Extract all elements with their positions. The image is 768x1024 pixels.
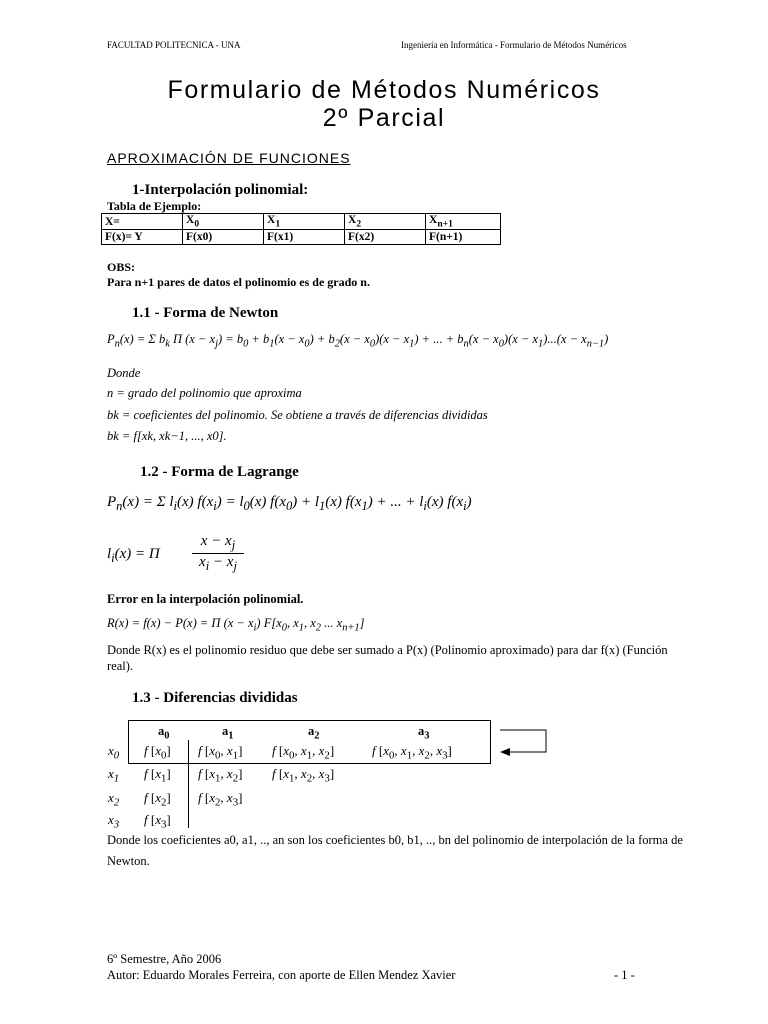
row-label-x0: $x_0$ [108,743,120,762]
heading-newton: 1.1 - Forma de Newton [132,305,279,321]
header-right: Ingeniería en Informática - Formulario de Métodos Numéricos [401,40,627,50]
donde-label: Donde [107,366,141,380]
error-heading: Error en la interpolación polinomial. [107,592,304,606]
table-cell: $X_2$ [345,214,426,230]
col-header-a0: $a_0$ [158,724,170,742]
table-cell: F(x2) [345,230,426,245]
fraction-denominator: $x_i - x_j$ [192,553,244,574]
fraction-numerator: $x - x_j$ [200,533,236,552]
closing-text: Donde los coeficientes a0, a1, .., an son los coeficientes b0, b1, .., bn del polinomio de interpolación de la forma de Newton. [107,833,683,868]
cell-x0-a0: f $[x_0]$ [144,743,171,762]
cell-x0-a2: f [$x_0$, $x_1$, $x_2$] [272,743,335,762]
table-cell: $X_1$ [264,214,345,230]
column-divider [188,740,189,828]
lagrange-fraction [192,533,244,574]
table-cell: F(x1) [264,230,345,245]
heading-interpolacion: 1-Interpolación polinomial: [132,182,309,198]
heading-diferencias: 1.3 - Diferencias divididas [132,690,298,706]
table-cell: $X_{n+1}$ [426,214,501,230]
page-number: - 1 - [614,968,635,982]
row-label-x2: $x_2$ [108,790,120,809]
cell-x0-a1: f [$x_0$, $x_1$] [198,743,243,762]
newton-formula: $P_n(x) = \Sigma$ $b_k$ Π $(x - x_j) = b_0 + b_1(x - x_0) + b_2(x - x_0)(x - x_1)$ + ... + $b_n(x - x_0)(x - x_1)...(x - x_{n-1})$ [107,332,609,350]
arrow-icon [496,722,556,758]
table-cell: $X_0$ [183,214,264,230]
cell-x2-a0: f $[x_2]$ [144,790,171,809]
lagrange-formula: $P_n(x) = \Sigma$ $l_i(x) f(x_i) = l_0(x) f(x_0) + l_1(x) f(x_1)$ + ... + $l_i(x)$ $f(x_i)$ [107,494,472,513]
footer-semester: 6º Semestre, Año 2006 [107,952,222,966]
page-title: Formulario de Métodos Numéricos [167,76,601,104]
error-formula: R(x) = f(x) − P(x) = Π $(x - x_i)$ $F[x_0$, $x_1$, $x_2$ ... $x_{n+1}$] [107,616,365,634]
cell-x3-a0: f $[x_3]$ [144,812,171,831]
cell-x1-a2: f [$x_1$, $x_2$, $x_3$] [272,766,335,785]
error-description: Donde R(x) es el polinomio residuo que debe ser sumado a P(x) (Polinomio aproximado) para dar f(x) (Función real). [107,643,668,673]
obs-text: Para n+1 pares de datos el polinomio es de grado n. [107,275,370,289]
cell-x2-a1: f [$x_2$, $x_3$] [198,790,243,809]
table-cell: F(x0) [183,230,264,245]
row-label-x1: $x_1$ [108,766,120,785]
header-left: FACULTAD POLITECNICA - UNA [107,40,241,50]
heading-lagrange: 1.2 - Forma de Lagrange [140,464,299,480]
table-cell: F(n+1) [426,230,501,245]
col-header-a3: $a_3$ [418,724,430,742]
table-cell: X= [102,214,183,230]
example-table [101,213,501,245]
cell-x1-a1: f [$x_1$, $x_2$] [198,766,243,785]
footer-author: Autor: Eduardo Morales Ferreira, con aporte de Ellen Mendez Xavier [107,968,456,982]
page-subtitle: 2º Parcial [322,104,446,132]
cell-x1-a0: f $[x_1]$ [144,766,171,785]
newton-def-bk: bk = coeficientes del polinomio. Se obtiene a través de diferencias divididas [107,408,488,422]
newton-def-bk-formula: bk = f[xk, xk−1, ..., x0]. [107,429,227,443]
table-caption: Tabla de Ejemplo: [107,199,202,213]
obs-label: OBS: [107,260,136,274]
lagrange-li: $l_i(x) = \Pi$ [107,546,160,565]
col-header-a1: $a_1$ [222,724,234,742]
table-cell: F(x)= Y [102,230,183,245]
row-label-x3: $x_3$ [108,812,120,831]
section-title: APROXIMACIÓN DE FUNCIONES [107,150,351,166]
col-header-a2: $a_2$ [308,724,320,742]
newton-def-n: n = grado del polinomio que aproxima [107,386,302,400]
cell-x0-a3: f [$x_0$, $x_1$, $x_2$, $x_3$] [372,743,452,762]
